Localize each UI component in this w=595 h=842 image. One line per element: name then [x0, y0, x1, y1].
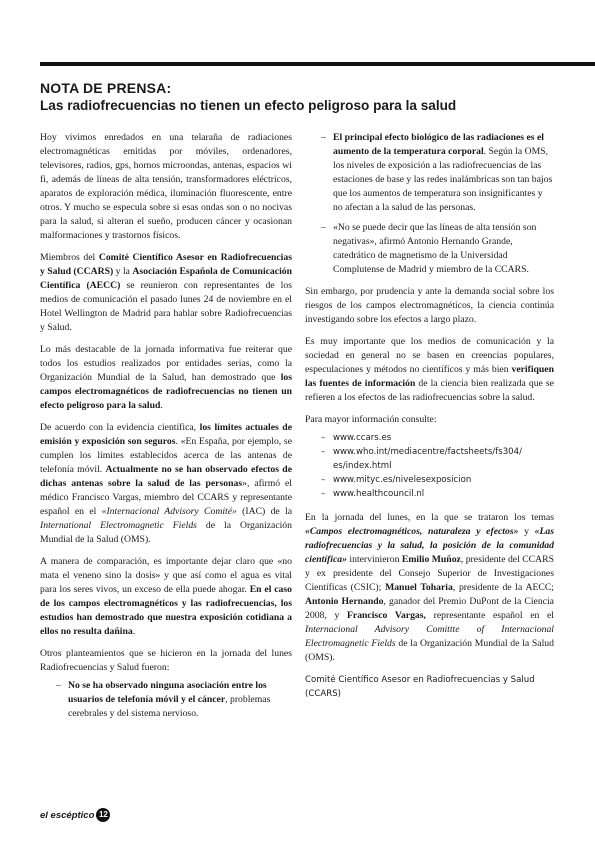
text-run: , problemas cerebrales y del sistema nervioso. [68, 694, 271, 719]
section-kicker: NOTA DE PRENSA: [40, 80, 172, 96]
text-run: . Según la OMS, los niveles de exposición a las radiofrecuencias de las estaciones de base y las redes inalámbricas son tan bajos que los aumentos de temperatura son insignificantes y no afectan a la salud de las personas. [333, 146, 553, 213]
link-item[interactable] [305, 445, 554, 473]
link-item[interactable] [305, 473, 554, 487]
text-run: , presidente del CCARS y ex presidente del Consejo Superior de Investigaciones Científicas (CSIC); [305, 554, 554, 593]
paragraph-evidence [40, 421, 292, 547]
link-item[interactable] [305, 487, 554, 501]
link-healthcouncil[interactable]: www.healthcouncil.nl [333, 489, 425, 499]
text-run: De acuerdo con la evidencia científica, [40, 422, 200, 433]
bold-run: los límites actuales de emisión y exposición son seguros [40, 422, 292, 447]
dash-bullet: – [321, 222, 326, 233]
bold-run: En el caso de los campos electromagnéticos y las radiofrecuencias, los estudios han demostrado que nuestra exposición cotidiana a ellos no resulta dañina [40, 584, 292, 637]
paragraph-speakers [305, 511, 554, 665]
bold-run: verifiquen las fuentes de información [305, 364, 554, 389]
text-run: se reunieron con representantes de los medios de comunicación el pasado lunes 24 de noviembre en el Hotel Wellington de Madrid para hablar sobre Radiofrecuencias y Salud. [40, 280, 292, 333]
bold-italic-run: «Campos electromagnéticos, naturaleza y efectos» [305, 526, 519, 537]
footer-brand: el escéptico [40, 809, 95, 821]
bold-run: Emilio Muñoz [401, 554, 461, 565]
text-run: intervinieron [346, 554, 402, 565]
text-run: representante español en el [425, 610, 555, 621]
paragraph-comparison [40, 555, 292, 639]
more-info-label: Para mayor información consulte: [305, 414, 437, 425]
link-item[interactable] [305, 431, 554, 445]
italic-run: International Electromagnetic Fields [40, 520, 197, 531]
paragraph-media [305, 335, 554, 405]
bold-run: El principal efecto biológico de las radiaciones es el aumento de la temperatura corporal [333, 132, 544, 157]
text-run: «No se puede decir que las líneas de alta tensión son negativas», afirmó Antonio Hernando Grande, catedrático de magnetismo de la Universidad Complutense de Madrid y miembro de la CCARS. [333, 222, 537, 275]
paragraph-members [40, 251, 292, 335]
text-run: . [132, 626, 136, 637]
text-run: de la Organización Mundial de la Salud (OMS). [40, 520, 292, 545]
text-run: Es muy importante que los medios de comunicación y la sociedad en general no se basen en creencias populares, especulaciones y métodos no científicos y más bien [305, 336, 554, 375]
italic-run: Internacional Advisory Comittte of Internacional Electromagnetic Fields [305, 624, 554, 649]
dash-bullet: – [321, 433, 326, 443]
left-column [40, 131, 292, 729]
links-list [305, 431, 554, 501]
article-header [40, 80, 555, 114]
text-run: . «En España, por ejemplo, se cumplen los límites establecidos acerca de las antenas de telefonía móvil. [40, 436, 292, 475]
text-run: Miembros del [40, 252, 99, 263]
bold-run: Actualmente no se han observado efectos de dichas antenas sobre la salud de las personas [40, 464, 292, 489]
list-item [305, 221, 554, 277]
link-mityc[interactable]: www.mityc.es/nivelesexposicion [333, 475, 472, 485]
bold-run: los campos electromagnéticos de radiofrecuencias no tienen un efecto peligroso para la salud [40, 372, 292, 411]
paragraph-intro: Hoy vivimos enredados en una telaraña de radiaciones electromagnéticas emitidas por móviles, ordenadores, televisores, radios, gps, hornos microondas, antenas, espacios wi fi, además de líneas de alta tensión, transformadores eléctricos, aparatos de exploración médica, iluminación fluorescente, entre otros. Y mucho se especula sobre si esas ondas son o no nocivas para la salud, si alteran el sueño, producen cáncer y ocasionan malformaciones y trastornos físicos. [40, 132, 292, 241]
dash-bullet: – [321, 475, 326, 485]
text-run: y la [113, 266, 133, 277]
right-column [305, 131, 554, 701]
dash-bullet: – [321, 132, 326, 143]
paragraph-other-points: Otros planteamientos que se hicieron en la jornada del lunes Radiofrecuencias y Salud fueron: [40, 648, 292, 673]
bold-run: Manuel Toharia [385, 582, 453, 593]
bold-run: Comité Científico Asesor en Radiofrecuencias y Salud (CCARS) [40, 252, 292, 277]
list-item [40, 679, 292, 721]
bold-run: Antonio Hernando [305, 596, 384, 607]
text-run: (IAC) de la [236, 506, 292, 517]
text-run: . [160, 400, 163, 411]
text-run: », afirmó el médico Francisco Vargas, miembro del CCARS y representante español en el [40, 478, 292, 517]
dash-bullet: – [56, 680, 61, 691]
paragraph-prudence: Sin embargo, por prudencia y ante la demanda social sobre los riesgos de los campos electromagnéticos, la ciencia continúa investigando sobre los efectos a largo plazo. [305, 286, 554, 325]
bold-italic-run: «Las radiofrecuencias y la salud, la posición de la comunidad científica» [305, 526, 554, 565]
text-run: de la Organización Mundial de la Salud (OMS). [305, 638, 554, 663]
dash-bullet: – [321, 447, 326, 457]
points-list [40, 679, 292, 721]
text-run: de la ciencia bien realizada que se refieren a los efectos de las radiofrecuencias sobre la salud. [305, 378, 554, 403]
dash-bullet: – [321, 489, 326, 499]
article-headline: Las radiofrecuencias no tienen un efecto peligroso para la salud [40, 98, 457, 113]
page-number: 12 [96, 808, 110, 822]
points-list-continued [305, 131, 554, 277]
signature: Comité Científico Asesor en Radiofrecuencias y Salud (CCARS) [305, 675, 535, 699]
bold-run: No se ha observado ninguna asociación entre los usuarios de telefonía móvil y el cáncer [68, 680, 267, 705]
link-who[interactable]: www.who.int/mediacentre/factsheets/fs304/ es/index.html [333, 447, 522, 471]
page-footer [40, 808, 110, 822]
bold-run: Asociación Española de Comunicación Científica (AECC) [40, 266, 292, 291]
paragraph-highlight [40, 343, 292, 413]
italic-run: «Internacional Advisory Comité» [101, 506, 237, 517]
text-run: Lo más destacable de la jornada informativa fue reiterar que todos los estudios realizados por entidades serias, como la Organización Mundial de la Salud, han demostrado que [40, 344, 292, 383]
text-run: A manera de comparación, es importante dejar claro que «no mata el veneno sino la dosis» y que así como el agua es vital para los seres vivos, un exceso de ella puede ahogar. [40, 556, 292, 595]
top-rule [40, 62, 595, 66]
link-ccars[interactable]: www.ccars.es [333, 433, 392, 443]
text-run: , presidente de la AECC; [452, 582, 554, 593]
text-run: , ganador del Premio DuPont de la Ciencia 2008, y [305, 596, 554, 621]
text-run: En la jornada del lunes, en la que se trataron los temas [305, 512, 554, 523]
list-item [305, 131, 554, 215]
bold-run: Francisco Vargas, [346, 610, 426, 621]
text-run: y [518, 526, 535, 537]
